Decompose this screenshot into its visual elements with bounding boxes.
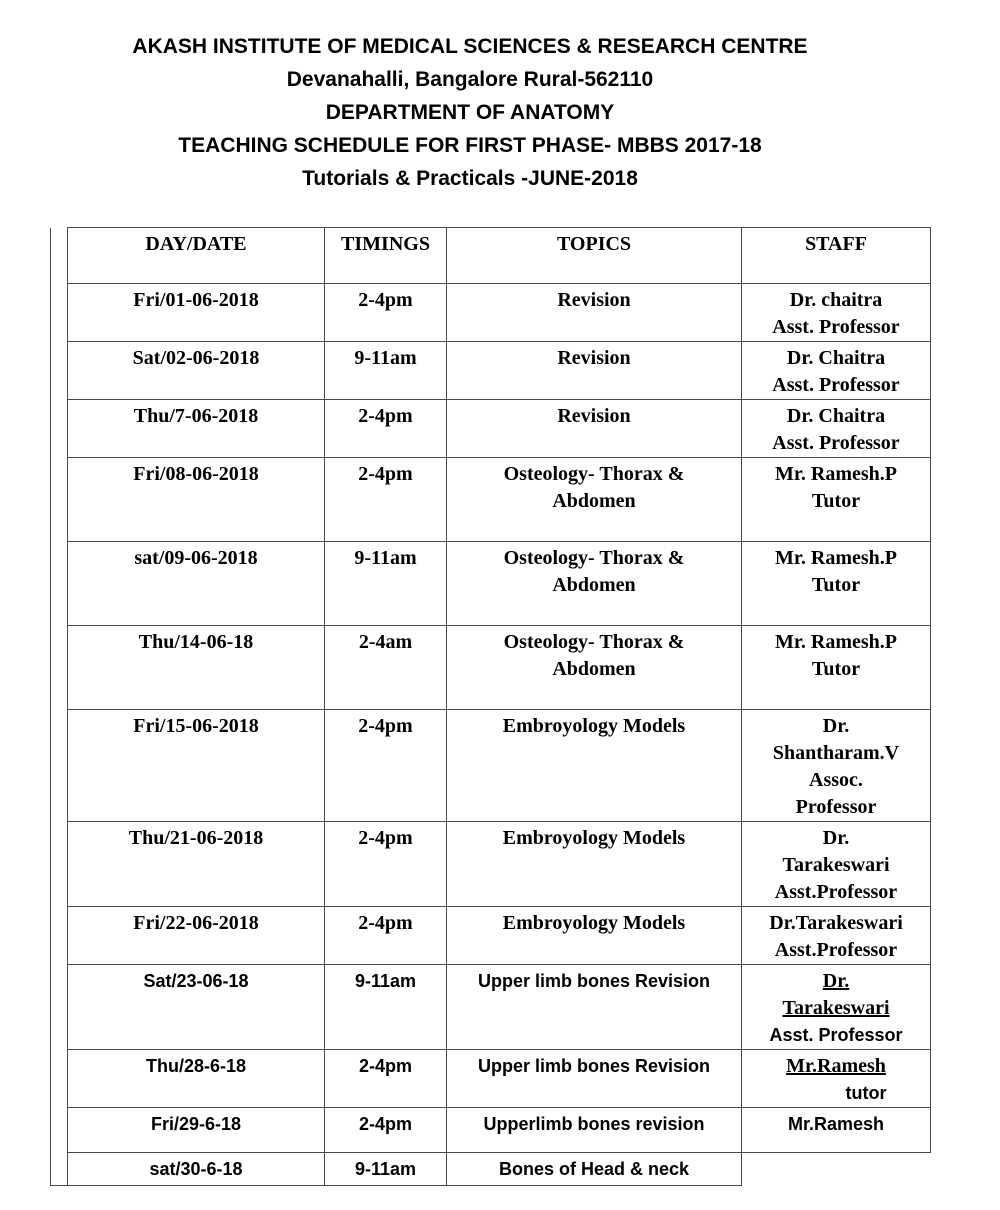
staff-name: Dr.Tarakeswari bbox=[769, 912, 903, 934]
date-cell: Thu/28-6-18 bbox=[68, 1050, 325, 1108]
staff-name: Dr. chaitra bbox=[789, 289, 883, 311]
staff-name: Dr. Chaitra bbox=[786, 347, 886, 369]
staff-name: Mr. Ramesh.P bbox=[774, 463, 898, 485]
staff-designation: Asst.Professor bbox=[774, 939, 898, 961]
staff-cell bbox=[742, 342, 931, 400]
topic-text: Upperlimb bones revision bbox=[483, 1114, 705, 1134]
staff-name: Mr. Ramesh.P bbox=[774, 631, 898, 653]
topic-text: Bones of Head & neck bbox=[498, 1159, 690, 1179]
topic-cell bbox=[447, 1050, 742, 1108]
staff-cell bbox=[742, 626, 931, 710]
table-row bbox=[51, 458, 931, 542]
table-header-row bbox=[51, 228, 931, 284]
table-row bbox=[51, 822, 931, 907]
topic-cell bbox=[447, 822, 742, 907]
staff-name: Mr. Ramesh.P bbox=[774, 547, 898, 569]
topic-cell bbox=[447, 965, 742, 1050]
timing-cell: 2-4pm bbox=[325, 907, 447, 965]
staff-name: Mr.Ramesh bbox=[786, 1055, 886, 1077]
table-row bbox=[51, 965, 931, 1050]
staff-name: Dr. Chaitra bbox=[786, 405, 886, 427]
topic-cell bbox=[447, 1108, 742, 1153]
staff-cell bbox=[742, 1050, 931, 1108]
topic-text: Osteology- Thorax & bbox=[503, 463, 685, 485]
table-row bbox=[51, 1108, 931, 1153]
staff-cell bbox=[742, 458, 931, 542]
table-row bbox=[51, 1153, 931, 1186]
date-cell: sat/09-06-2018 bbox=[68, 542, 325, 626]
date-cell: Fri/15-06-2018 bbox=[68, 710, 325, 822]
table-row bbox=[51, 626, 931, 710]
timing-cell: 2-4pm bbox=[325, 400, 447, 458]
staff-cell bbox=[742, 542, 931, 626]
topic-text: Osteology- Thorax & bbox=[503, 547, 685, 569]
department-name: DEPARTMENT OF ANATOMY bbox=[325, 101, 615, 124]
staff-title: Dr. bbox=[822, 970, 850, 992]
timing-cell: 2-4pm bbox=[325, 458, 447, 542]
topic-text: Revision bbox=[557, 289, 631, 311]
table-row bbox=[51, 400, 931, 458]
date-cell: Fri/29-6-18 bbox=[68, 1108, 325, 1153]
timing-cell: 9-11am bbox=[325, 342, 447, 400]
date-cell: Fri/22-06-2018 bbox=[68, 907, 325, 965]
table-row bbox=[51, 342, 931, 400]
topic-text: Embroyology Models bbox=[502, 827, 686, 849]
topic-text: Osteology- Thorax & bbox=[503, 631, 685, 653]
topic-text: Revision bbox=[557, 347, 631, 369]
staff-name: Mr.Ramesh bbox=[787, 1114, 885, 1134]
topic-cell bbox=[447, 542, 742, 626]
staff-name: Tarakeswari bbox=[782, 854, 890, 876]
topic-text: Revision bbox=[557, 405, 631, 427]
empty-staff-cell bbox=[742, 1153, 931, 1186]
date-cell: Thu/7-06-2018 bbox=[68, 400, 325, 458]
staff-title: Dr. bbox=[822, 827, 850, 849]
column-header-staff: STAFF bbox=[742, 228, 931, 284]
timing-cell: 9-11am bbox=[325, 542, 447, 626]
staff-name: Tarakeswari bbox=[782, 997, 890, 1019]
date-cell: Thu/14-06-18 bbox=[68, 626, 325, 710]
staff-designation: Asst. Professor bbox=[772, 316, 900, 338]
date-cell: Thu/21-06-2018 bbox=[68, 822, 325, 907]
topic-cell bbox=[447, 907, 742, 965]
staff-designation: Asst.Professor bbox=[774, 881, 898, 903]
table-row bbox=[51, 284, 931, 342]
staff-cell bbox=[742, 710, 931, 822]
timing-cell: 2-4pm bbox=[325, 1050, 447, 1108]
topic-cell bbox=[447, 458, 742, 542]
institute-address: Devanahalli, Bangalore Rural-562110 bbox=[286, 68, 654, 91]
topic-cell bbox=[447, 1153, 742, 1186]
topic-cell bbox=[447, 626, 742, 710]
timing-cell: 2-4pm bbox=[325, 710, 447, 822]
table-row bbox=[51, 542, 931, 626]
staff-cell bbox=[742, 1108, 931, 1153]
staff-designation: Tutor bbox=[811, 658, 861, 680]
table-row bbox=[51, 710, 931, 822]
staff-designation: Professor bbox=[795, 796, 877, 818]
staff-title: Dr. bbox=[822, 715, 850, 737]
topic-cell bbox=[447, 284, 742, 342]
topic-cell bbox=[447, 710, 742, 822]
column-header-topics: TOPICS bbox=[447, 228, 742, 284]
timing-cell: 2-4pm bbox=[325, 284, 447, 342]
timing-cell: 9-11am bbox=[325, 1153, 447, 1186]
topic-cell bbox=[447, 342, 742, 400]
staff-designation: Tutor bbox=[811, 574, 861, 596]
column-header-date: DAY/DATE bbox=[68, 228, 325, 284]
topic-text: Embroyology Models bbox=[502, 912, 686, 934]
institute-name: AKASH INSTITUTE OF MEDICAL SCIENCES & RESEARCH CENTRE bbox=[132, 35, 808, 58]
staff-cell bbox=[742, 822, 931, 907]
date-cell: Fri/01-06-2018 bbox=[68, 284, 325, 342]
topic-text: Upper limb bones Revision bbox=[477, 1056, 711, 1076]
document-header bbox=[0, 30, 940, 195]
timing-cell: 9-11am bbox=[325, 965, 447, 1050]
schedule-title: TEACHING SCHEDULE FOR FIRST PHASE- MBBS 2017-18 bbox=[178, 134, 762, 157]
staff-cell bbox=[742, 284, 931, 342]
timing-cell: 2-4am bbox=[325, 626, 447, 710]
date-cell: Sat/02-06-2018 bbox=[68, 342, 325, 400]
staff-designation: Asst. Professor bbox=[772, 374, 900, 396]
staff-designation: tutor bbox=[845, 1083, 887, 1103]
staff-name: Shantharam.V bbox=[772, 742, 900, 764]
table-row bbox=[51, 907, 931, 965]
topic-cell bbox=[447, 400, 742, 458]
staff-designation: Tutor bbox=[811, 490, 861, 512]
topic-text: Abdomen bbox=[552, 574, 636, 596]
staff-designation: Asst. Professor bbox=[772, 432, 900, 454]
date-cell: Sat/23-06-18 bbox=[68, 965, 325, 1050]
schedule-table bbox=[50, 227, 931, 1186]
staff-cell bbox=[742, 965, 931, 1050]
topic-text: Embroyology Models bbox=[502, 715, 686, 737]
schedule-subtitle: Tutorials & Practicals -JUNE-2018 bbox=[302, 167, 638, 190]
topic-text: Upper limb bones Revision bbox=[477, 971, 711, 991]
staff-cell bbox=[742, 400, 931, 458]
staff-cell bbox=[742, 907, 931, 965]
topic-text: Abdomen bbox=[552, 490, 636, 512]
column-header-timings: TIMINGS bbox=[325, 228, 447, 284]
timing-cell: 2-4pm bbox=[325, 822, 447, 907]
date-cell: sat/30-6-18 bbox=[68, 1153, 325, 1186]
table-row bbox=[51, 1050, 931, 1108]
timing-cell: 2-4pm bbox=[325, 1108, 447, 1153]
topic-text: Abdomen bbox=[552, 658, 636, 680]
staff-designation: Asst. Professor bbox=[769, 1025, 903, 1045]
date-cell: Fri/08-06-2018 bbox=[68, 458, 325, 542]
staff-designation: Assoc. bbox=[809, 769, 863, 791]
